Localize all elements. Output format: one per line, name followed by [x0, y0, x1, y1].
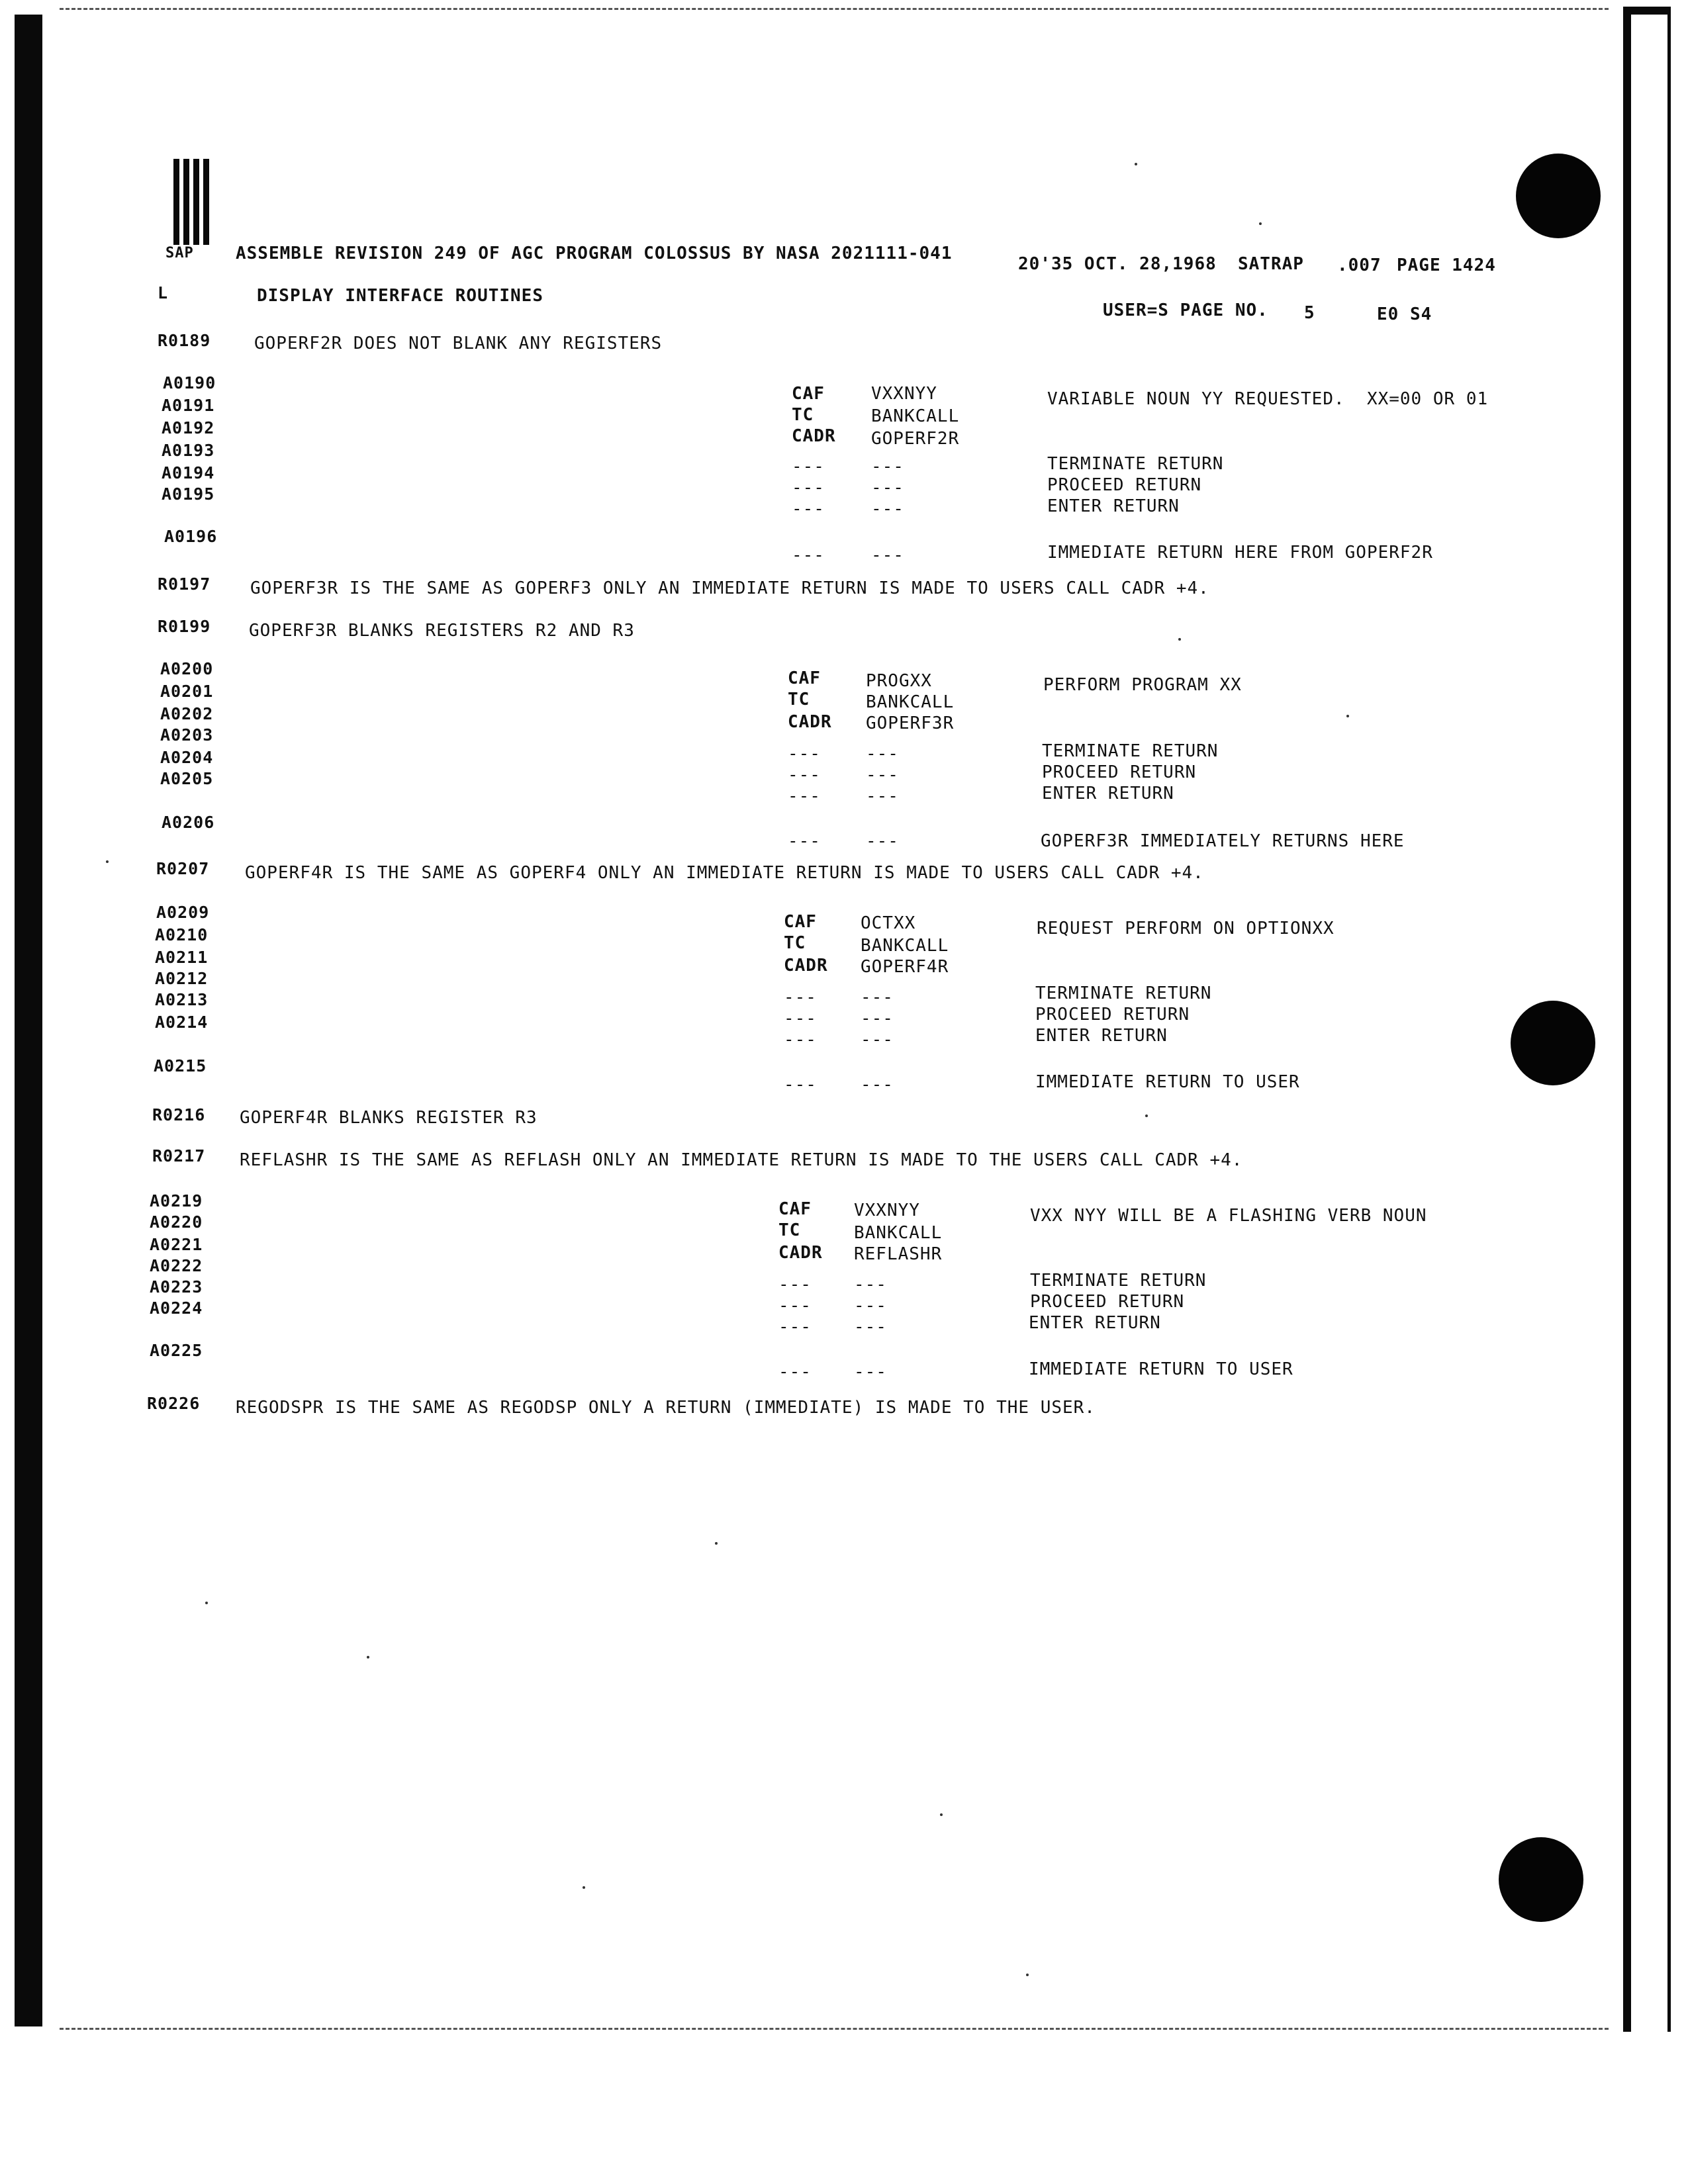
line-label: A0215 — [154, 1056, 207, 1075]
comment: VARIABLE NOUN YY REQUESTED. XX=00 OR 01 — [1047, 389, 1489, 409]
line-label: A0191 — [162, 396, 215, 415]
line-label: A0196 — [164, 527, 218, 546]
line-label: R0226 — [147, 1394, 201, 1413]
remark-text: GOPERF3R IS THE SAME AS GOPERF3 ONLY AN IMMEDIATE RETURN IS MADE TO USERS CALL CADR +4. — [250, 578, 1209, 598]
scan-speck — [1259, 222, 1262, 225]
line-label: R0217 — [152, 1146, 206, 1165]
comment: PROCEED RETURN — [1035, 1005, 1190, 1024]
page-number: PAGE 1424 — [1397, 255, 1496, 275]
opcode: TC — [784, 933, 806, 953]
opcode: --- — [778, 1362, 812, 1382]
operand: BANKCALL — [866, 692, 955, 712]
line-label: A0212 — [155, 969, 209, 988]
scan-speck — [1145, 1115, 1148, 1117]
left-margin-bar — [15, 15, 42, 2026]
line-label: A0201 — [160, 682, 214, 701]
satrap-label: SATRAP — [1238, 254, 1304, 274]
opcode: --- — [784, 1075, 817, 1095]
line-label: A0200 — [160, 659, 214, 678]
satrap-number: .007 — [1337, 255, 1382, 275]
opcode: --- — [788, 786, 821, 806]
opcode: CADR — [778, 1243, 823, 1263]
comment: TERMINATE RETURN — [1047, 454, 1224, 474]
line-label: A0210 — [155, 925, 209, 944]
operand: --- — [854, 1296, 887, 1316]
line-label: A0204 — [160, 748, 214, 767]
opcode: --- — [788, 765, 821, 785]
user-page-label: USER=S PAGE NO. — [1103, 300, 1268, 320]
line-label: R0197 — [158, 574, 211, 594]
assembly-date: 20'35 OCT. 28,1968 — [1018, 254, 1217, 274]
operand: BANKCALL — [861, 936, 949, 956]
opcode: --- — [784, 987, 817, 1007]
section-title: DISPLAY INTERFACE ROUTINES — [257, 286, 543, 306]
operand: VXXNYY — [854, 1201, 920, 1220]
operand: --- — [854, 1275, 887, 1295]
operand: GOPERF3R — [866, 713, 955, 733]
opcode: --- — [784, 1030, 817, 1050]
line-label: R0216 — [152, 1105, 206, 1124]
remark-text: GOPERF2R DOES NOT BLANK ANY REGISTERS — [254, 334, 663, 353]
comment: IMMEDIATE RETURN HERE FROM GOPERF2R — [1047, 543, 1433, 563]
opcode: TC — [778, 1220, 801, 1240]
operand: BANKCALL — [854, 1223, 943, 1243]
comment: TERMINATE RETURN — [1030, 1271, 1207, 1291]
corner-barcode-mark — [173, 159, 211, 245]
operand: OCTXX — [861, 913, 916, 933]
line-label: A0195 — [162, 484, 215, 504]
opcode: CADR — [792, 426, 836, 446]
scan-speck — [1346, 715, 1349, 717]
line-label: A0214 — [155, 1013, 209, 1032]
bottom-perforation-edge — [60, 2028, 1609, 2030]
operand: --- — [866, 786, 899, 806]
comment: ENTER RETURN — [1042, 784, 1174, 803]
operand: REFLASHR — [854, 1244, 943, 1264]
opcode: --- — [784, 1009, 817, 1028]
line-label: A0220 — [150, 1212, 203, 1232]
section-code: E0 S4 — [1377, 304, 1432, 324]
line-label: A0205 — [160, 769, 214, 788]
line-label: A0224 — [150, 1298, 203, 1318]
scan-speck — [940, 1813, 943, 1816]
scan-speck — [1178, 638, 1181, 641]
remark-text: GOPERF4R BLANKS REGISTER R3 — [240, 1108, 538, 1128]
opcode: --- — [792, 457, 825, 477]
comment: ENTER RETURN — [1047, 496, 1180, 516]
operand: --- — [861, 1030, 894, 1050]
comment: ENTER RETURN — [1035, 1026, 1168, 1046]
line-label: R0199 — [158, 617, 211, 636]
opcode: --- — [778, 1275, 812, 1295]
punch-hole-middle — [1511, 1001, 1595, 1085]
right-margin-frame — [1623, 7, 1671, 2032]
operand: --- — [861, 1075, 894, 1095]
line-label: A0213 — [155, 990, 209, 1009]
operand: --- — [866, 744, 899, 764]
scan-speck — [367, 1656, 369, 1659]
opcode: CAF — [792, 384, 825, 404]
top-perforation-edge — [60, 8, 1609, 10]
opcode: --- — [778, 1317, 812, 1337]
opcode: --- — [792, 545, 825, 565]
scan-speck — [583, 1886, 585, 1889]
opcode: TC — [792, 405, 814, 425]
opcode: --- — [788, 831, 821, 851]
comment: VXX NYY WILL BE A FLASHING VERB NOUN — [1030, 1206, 1427, 1226]
line-label: A0211 — [155, 948, 209, 967]
operand: --- — [871, 478, 904, 498]
comment: PROCEED RETURN — [1030, 1292, 1185, 1312]
line-label: A0221 — [150, 1235, 203, 1254]
comment: TERMINATE RETURN — [1042, 741, 1219, 761]
line-label: A0202 — [160, 704, 214, 723]
operand: GOPERF2R — [871, 429, 960, 449]
opcode: --- — [788, 744, 821, 764]
opcode: --- — [792, 499, 825, 519]
comment: IMMEDIATE RETURN TO USER — [1029, 1359, 1293, 1379]
assembly-title: ASSEMBLE REVISION 249 OF AGC PROGRAM COLOSSUS BY NASA 2021111-041 — [236, 244, 953, 263]
comment: REQUEST PERFORM ON OPTIONXX — [1037, 919, 1335, 938]
opcode: CAF — [788, 668, 821, 688]
operand: --- — [871, 545, 904, 565]
line-label: A0203 — [160, 725, 214, 745]
operand: --- — [854, 1317, 887, 1337]
comment: GOPERF3R IMMEDIATELY RETURNS HERE — [1041, 831, 1405, 851]
remark-text: REGODSPR IS THE SAME AS REGODSP ONLY A RETURN (IMMEDIATE) IS MADE TO THE USER. — [236, 1398, 1096, 1418]
scan-speck — [106, 860, 109, 863]
comment: PROCEED RETURN — [1042, 762, 1197, 782]
punch-hole-bottom — [1499, 1837, 1583, 1922]
scan-speck — [205, 1602, 208, 1604]
opcode: --- — [778, 1296, 812, 1316]
line-label: A0193 — [162, 441, 215, 460]
comment: TERMINATE RETURN — [1035, 983, 1212, 1003]
line-label: A0209 — [156, 903, 210, 922]
comment: PERFORM PROGRAM XX — [1043, 675, 1242, 695]
user-page-number: 5 — [1304, 303, 1315, 323]
punch-hole-top — [1516, 154, 1601, 238]
line-label: R0189 — [158, 331, 211, 350]
line-label: A0206 — [162, 813, 215, 832]
operand: VXXNYY — [871, 384, 937, 404]
operand: --- — [854, 1362, 887, 1382]
operand: PROGXX — [866, 671, 932, 691]
remark-text: REFLASHR IS THE SAME AS REFLASH ONLY AN IMMEDIATE RETURN IS MADE TO THE USERS CALL CADR +4. — [240, 1150, 1243, 1170]
opcode: CAF — [778, 1199, 812, 1219]
comment: ENTER RETURN — [1029, 1313, 1161, 1333]
line-label: A0194 — [162, 463, 215, 482]
comment: IMMEDIATE RETURN TO USER — [1035, 1072, 1300, 1092]
remark-text: GOPERF3R BLANKS REGISTERS R2 AND R3 — [249, 621, 635, 641]
remark-text: GOPERF4R IS THE SAME AS GOPERF4 ONLY AN IMMEDIATE RETURN IS MADE TO USERS CALL CADR +4. — [245, 863, 1204, 883]
scan-speck — [715, 1542, 718, 1545]
listing-marker: L — [158, 283, 169, 302]
operand: --- — [871, 499, 904, 519]
line-label: R0207 — [156, 859, 210, 878]
operand: GOPERF4R — [861, 957, 949, 977]
line-label: A0223 — [150, 1277, 203, 1297]
operand: --- — [866, 765, 899, 785]
line-label: A0222 — [150, 1256, 203, 1275]
opcode: CAF — [784, 912, 817, 932]
opcode: --- — [792, 478, 825, 498]
opcode: TC — [788, 690, 810, 709]
scan-speck — [1026, 1974, 1029, 1976]
operand: --- — [866, 831, 899, 851]
corner-code: SAP — [165, 245, 194, 261]
line-label: A0225 — [150, 1341, 203, 1360]
opcode: CADR — [788, 712, 832, 732]
operand: --- — [871, 457, 904, 477]
operand: --- — [861, 1009, 894, 1028]
operand: --- — [861, 987, 894, 1007]
line-label: A0190 — [163, 373, 216, 392]
line-label: A0192 — [162, 418, 215, 437]
scan-speck — [1135, 163, 1137, 165]
comment: PROCEED RETURN — [1047, 475, 1202, 495]
operand: BANKCALL — [871, 406, 960, 426]
line-label: A0219 — [150, 1191, 203, 1210]
opcode: CADR — [784, 956, 828, 976]
